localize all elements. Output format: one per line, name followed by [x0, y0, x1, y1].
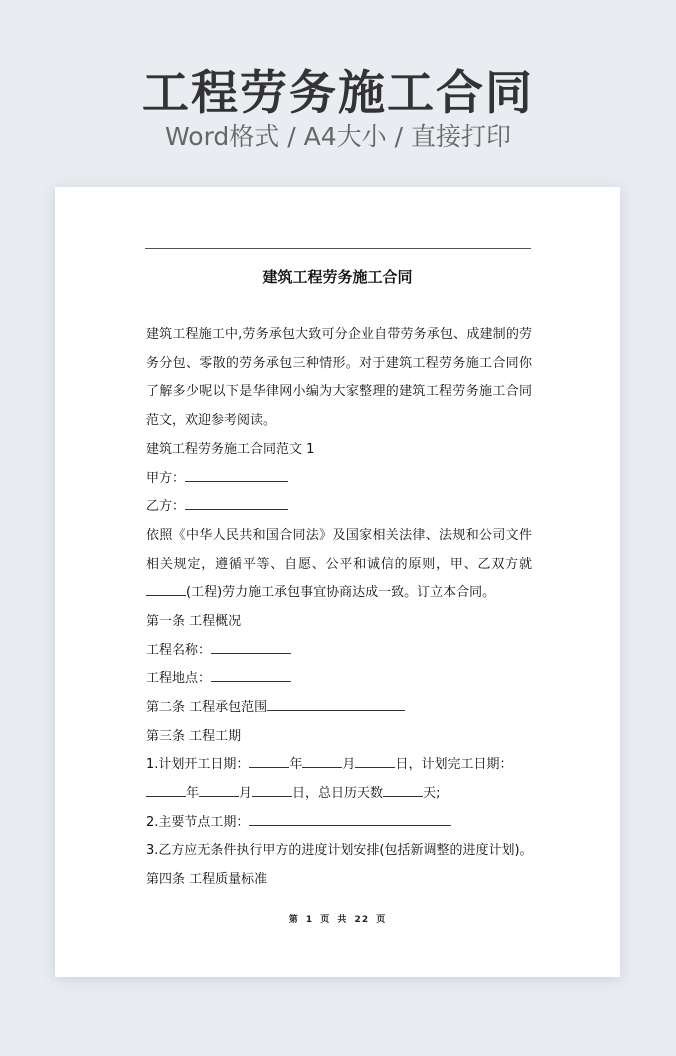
project-location-line	[146, 665, 532, 694]
day-label: 日	[292, 786, 306, 802]
year-label: 年	[186, 786, 200, 802]
total-days-blank	[383, 783, 423, 797]
article1-heading: 第一条 工程概况	[146, 613, 242, 629]
article2-heading: 第二条 工程承包范围	[146, 700, 268, 716]
project-name-blank	[211, 640, 291, 654]
intro-paragraph: 建筑工程施工中,劳务承包大致可分企业自带劳务承包、成建制的劳务分包、零散的劳务承包三种情形。对于建筑工程劳务施工合同你了解多少呢以下是华律网小编为大家整理的建筑工程劳务施工合同范文，欢迎参考阅读。	[146, 327, 532, 429]
party-b-blank	[185, 496, 288, 510]
project-name-label: 工程名称：	[146, 642, 212, 658]
end-month-blank	[199, 783, 239, 797]
project-name-line	[146, 637, 532, 666]
item1-line2	[146, 780, 532, 809]
item2-label: 2.主要节点工期：	[146, 814, 250, 830]
sample-heading: 建筑工程劳务施工合同范文 1	[146, 441, 315, 457]
document-body	[146, 321, 532, 895]
party-a-line	[146, 465, 532, 494]
total-days-text: ，总日历天数	[305, 786, 384, 802]
article2-line	[146, 694, 532, 723]
start-day-blank	[355, 754, 395, 768]
start-year-blank	[249, 754, 289, 768]
project-location-blank	[211, 668, 291, 682]
month-label: 月	[342, 757, 356, 773]
end-day-blank	[252, 783, 292, 797]
basis-paragraph	[146, 522, 532, 608]
basis-text-part1: 依照《中华人民共和国合同法》及国家相关法律、法规和公司文件相关规定，遵循平等、自愿、公平和诚信的原则，甲、乙双方就	[146, 527, 532, 572]
project-blank	[146, 582, 186, 596]
item1-mid-text: ，计划完工日期：	[408, 757, 513, 773]
basis-text-part2: (工程)劳力施工承包事宜协商达成一致。订立本合同。	[186, 585, 496, 601]
item2-line	[146, 809, 532, 838]
banner-title: 工程劳务施工合同	[142, 66, 534, 121]
year-label: 年	[289, 757, 303, 773]
milestone-blank	[249, 812, 451, 826]
party-b-line	[146, 493, 532, 522]
project-location-label: 工程地点：	[146, 671, 212, 687]
article3-heading: 第三条 工程工期	[146, 728, 242, 744]
item1-label: 1.计划开工日期：	[146, 757, 250, 773]
page-footer: 第 1 页 共 22 页	[288, 915, 387, 925]
party-a-blank	[185, 468, 288, 482]
item1-line1	[146, 751, 532, 780]
header-rule	[145, 248, 531, 249]
end-year-blank	[146, 783, 186, 797]
party-a-label: 甲方：	[146, 470, 186, 486]
month-label: 月	[239, 786, 253, 802]
party-b-label: 乙方：	[146, 499, 186, 515]
article2-blank	[267, 697, 405, 711]
document-title: 建筑工程劳务施工合同	[262, 268, 413, 286]
item3-line: 3.乙方应无条件执行甲方的进度计划安排(包括新调整的进度计划)。	[146, 843, 533, 859]
days-unit: 天;	[423, 786, 441, 802]
day-label: 日	[395, 757, 409, 773]
start-month-blank	[302, 754, 342, 768]
document-page	[55, 187, 620, 977]
banner-subtitle: Word格式 / A4大小 / 直接打印	[165, 122, 511, 151]
article4-heading: 第四条 工程质量标准	[146, 872, 268, 888]
